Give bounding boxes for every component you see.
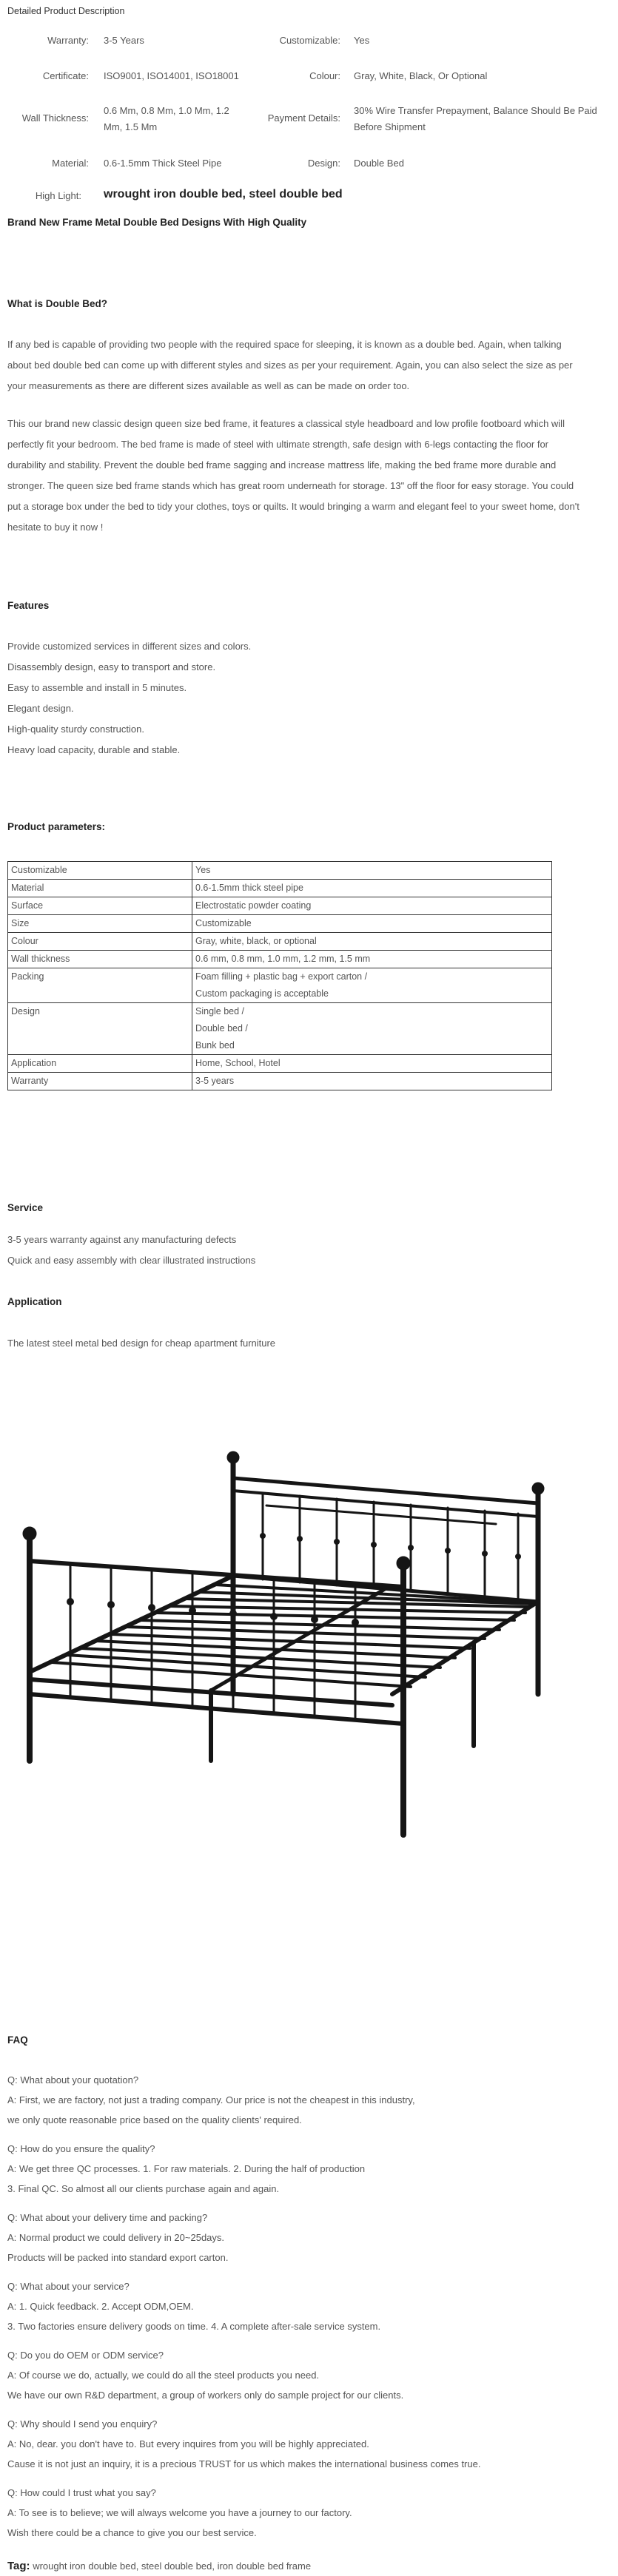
spec-label: Design: <box>307 158 340 169</box>
parameter-value-line: Electrostatic powder coating <box>195 900 312 911</box>
parameter-value-line: Single bed / <box>195 1006 245 1016</box>
faq-answer: we only quote reasonable price based on the quality clients' required. <box>7 2114 302 2125</box>
faq-answer: A: To see is to believe; we will always welcome you have a journey to our factory. <box>7 2507 352 2518</box>
parameter-key: Warranty <box>8 1073 192 1090</box>
spec-value: Mm, 1.5 Mm <box>104 121 158 132</box>
parameter-key: Customizable <box>8 862 192 880</box>
faq-question: Q: What about your service? <box>7 2281 130 2292</box>
parameter-key: Material <box>8 880 192 897</box>
spec-value: ISO9001, ISO14001, ISO18001 <box>104 70 239 81</box>
feature-item: Disassembly design, easy to transport and store. <box>7 661 216 672</box>
faq-answer: A: No, dear. you don't have to. But every inquires from you will be highly appreciated. <box>7 2438 369 2449</box>
highlight-links: wrought iron double bed, steel double bed <box>104 188 343 200</box>
parameter-row <box>8 915 552 933</box>
tag-link-2[interactable]: iron double bed frame <box>217 2560 312 2572</box>
parameter-value-line: Gray, white, black, or optional <box>195 936 317 946</box>
parameter-key: Size <box>8 915 192 933</box>
paragraph-line: stronger. The queen size bed frame stands which has great room underneath for storage. 13" off the floor for easy storage. You could <box>7 480 574 491</box>
paragraph-line: If any bed is capable of providing two people with the required space for sleeping, it is known as a double bed. Again, when talking <box>7 339 562 350</box>
paragraph-line: your measurements as there are different sizes available as well as can be made on order too. <box>7 380 410 391</box>
parameter-value <box>192 880 552 897</box>
service-heading: Service <box>7 1202 44 1213</box>
faq-question: Q: Why should I send you enquiry? <box>7 2418 158 2430</box>
paragraph-line: This our brand new classic design queen size bed frame, it features a classical style headboard and low profile footboard which will <box>7 418 565 429</box>
parameter-value <box>192 1055 552 1073</box>
faq-answer: A: Of course we do, actually, we could do all the steel products you need. <box>7 2370 320 2381</box>
parameter-key: Packing <box>8 968 192 1003</box>
faq-heading: FAQ <box>7 2034 28 2046</box>
faq-answer: 3. Two factories ensure delivery goods on time. 4. A complete after-sale service system. <box>7 2321 381 2332</box>
highlight-link-0[interactable]: wrought iron double bed <box>104 188 243 200</box>
tag-link-0[interactable]: wrought iron double bed <box>33 2560 136 2572</box>
parameter-value-line: Customizable <box>195 918 252 928</box>
faq-question: Q: How do you ensure the quality? <box>7 2143 155 2154</box>
parameter-row <box>8 1003 552 1055</box>
faq-question: Q: What about your delivery time and packing? <box>7 2212 208 2223</box>
features-heading: Features <box>7 600 50 611</box>
faq-answer: A: Normal product we could delivery in 20~25days. <box>7 2232 225 2243</box>
spec-value: 30% Wire Transfer Prepayment, Balance Should Be Paid <box>354 105 597 116</box>
paragraph-line: perfectly fit your bedroom. The bed frame is made of steel with ultimate strength, safe design with 6-legs contacting the floor for <box>7 439 549 450</box>
parameter-row <box>8 897 552 915</box>
parameters-table <box>7 861 552 1090</box>
faq-question: Q: What about your quotation? <box>7 2074 139 2086</box>
parameters-heading: Product parameters: <box>7 821 106 832</box>
paragraph-line: about bed double bed can come up with different styles and sizes as per your requirement. Again, you can also select the size as per <box>7 360 573 371</box>
parameter-value-line: Foam filling + plastic bag + export carton / <box>195 971 368 982</box>
spec-value: 0.6 Mm, 0.8 Mm, 1.0 Mm, 1.2 <box>104 105 229 116</box>
faq-answer: A: 1. Quick feedback. 2. Accept ODM,OEM. <box>7 2301 194 2312</box>
faq-answer: 3. Final QC. So almost all our clients purchase again and again. <box>7 2183 280 2194</box>
spec-label: Wall Thickness: <box>21 112 89 124</box>
faq-question: Q: How could I trust what you say? <box>7 2487 156 2498</box>
parameter-value <box>192 915 552 933</box>
parameter-value <box>192 1073 552 1090</box>
spec-value: 3-5 Years <box>104 35 144 46</box>
parameter-row <box>8 862 552 880</box>
parameter-value <box>192 897 552 915</box>
spec-label: Colour: <box>309 70 340 81</box>
feature-item: Heavy load capacity, durable and stable. <box>7 744 181 755</box>
spec-value: Gray, White, Black, Or Optional <box>354 70 488 81</box>
faq-answer: Products will be packed into standard export carton. <box>7 2252 229 2263</box>
section-header: Detailed Product Description <box>7 6 125 16</box>
spec-label: Warranty: <box>47 35 89 46</box>
service-item: 3-5 years warranty against any manufacturing defects <box>7 1234 237 1245</box>
parameter-key: Design <box>8 1003 192 1055</box>
faq-answer: Cause it is not just an inquiry, it is a precious TRUST for us which makes the international business comes true. <box>7 2458 481 2469</box>
highlight-label: High Light: <box>35 190 81 201</box>
spec-value: Double Bed <box>354 158 404 169</box>
parameter-value-line: 0.6-1.5mm thick steel pipe <box>195 883 303 893</box>
parameter-key: Surface <box>8 897 192 915</box>
parameter-value <box>192 951 552 968</box>
spec-value: 0.6-1.5mm Thick Steel Pipe <box>104 158 222 169</box>
highlight-link-1[interactable]: steel double bed <box>249 188 343 200</box>
parameter-value-line: Bunk bed <box>195 1040 235 1051</box>
parameter-value-line: Custom packaging is acceptable <box>195 988 329 999</box>
tag-link-1[interactable]: steel double bed <box>141 2560 212 2572</box>
parameter-value-line: Yes <box>195 865 211 875</box>
spec-label: Material: <box>52 158 89 169</box>
spec-label: Certificate: <box>42 70 89 81</box>
faq-answer: A: First, we are factory, not just a trading company. Our price is not the cheapest in this industry, <box>7 2094 415 2105</box>
parameter-row <box>8 951 552 968</box>
tag-label: Tag: <box>7 2560 30 2572</box>
faq-question: Q: Do you do OEM or ODM service? <box>7 2350 164 2361</box>
application-text: The latest steel metal bed design for cheap apartment furniture <box>7 1338 276 1349</box>
parameter-value <box>192 862 552 880</box>
feature-item: Provide customized services in different sizes and colors. <box>7 641 252 652</box>
paragraph-line: durability and stability. Prevent the double bed frame sagging and increase mattress life, making the bed frame more durable and <box>7 459 557 471</box>
spec-value: Before Shipment <box>354 121 426 132</box>
product-title: Brand New Frame Metal Double Bed Designs With High Quality <box>7 217 307 228</box>
parameter-row <box>8 1055 552 1073</box>
application-heading: Application <box>7 1296 62 1307</box>
parameter-value-line: 0.6 mm, 0.8 mm, 1.0 mm, 1.2 mm, 1.5 mm <box>195 954 371 964</box>
parameter-key: Colour <box>8 933 192 951</box>
spec-label: Customizable: <box>279 35 340 46</box>
feature-item: Easy to assemble and install in 5 minutes. <box>7 682 187 693</box>
parameter-value-line: 3-5 years <box>195 1076 235 1086</box>
parameter-key: Application <box>8 1055 192 1073</box>
parameter-value <box>192 1003 552 1055</box>
parameter-row <box>8 1073 552 1090</box>
parameter-value <box>192 968 552 1003</box>
parameter-row <box>8 933 552 951</box>
feature-item: High-quality sturdy construction. <box>7 724 144 735</box>
faq-answer: A: We get three QC processes. 1. For raw materials. 2. During the half of production <box>7 2163 366 2174</box>
black-metal-double-bed-frame-photo <box>7 1450 562 1864</box>
spec-value: Yes <box>354 35 370 46</box>
parameter-value-line: Double bed / <box>195 1023 248 1034</box>
feature-item: Elegant design. <box>7 703 74 714</box>
parameter-key: Wall thickness <box>8 951 192 968</box>
what-is-heading: What is Double Bed? <box>7 298 107 309</box>
spec-label: Payment Details: <box>267 112 340 124</box>
parameter-row <box>8 880 552 897</box>
service-item: Quick and easy assembly with clear illustrated instructions <box>7 1255 256 1266</box>
parameter-row <box>8 968 552 1003</box>
faq-answer: Wish there could be a chance to give you our best service. <box>7 2527 257 2538</box>
faq-answer: We have our own R&D department, a group of workers only do sample project for our clients. <box>7 2390 404 2401</box>
parameter-value-line: Home, School, Hotel <box>195 1058 281 1068</box>
paragraph-line: put a storage box under the bed to tidy your clothes, toys or quilts. It would bringing a warm and elegant feel to your sweet home, don't <box>7 501 580 512</box>
tag-line: Tag: wrought iron double bed, steel double bed, iron double bed frame <box>7 2560 312 2572</box>
paragraph-line: hesitate to buy it now ! <box>7 522 104 533</box>
parameter-value <box>192 933 552 951</box>
